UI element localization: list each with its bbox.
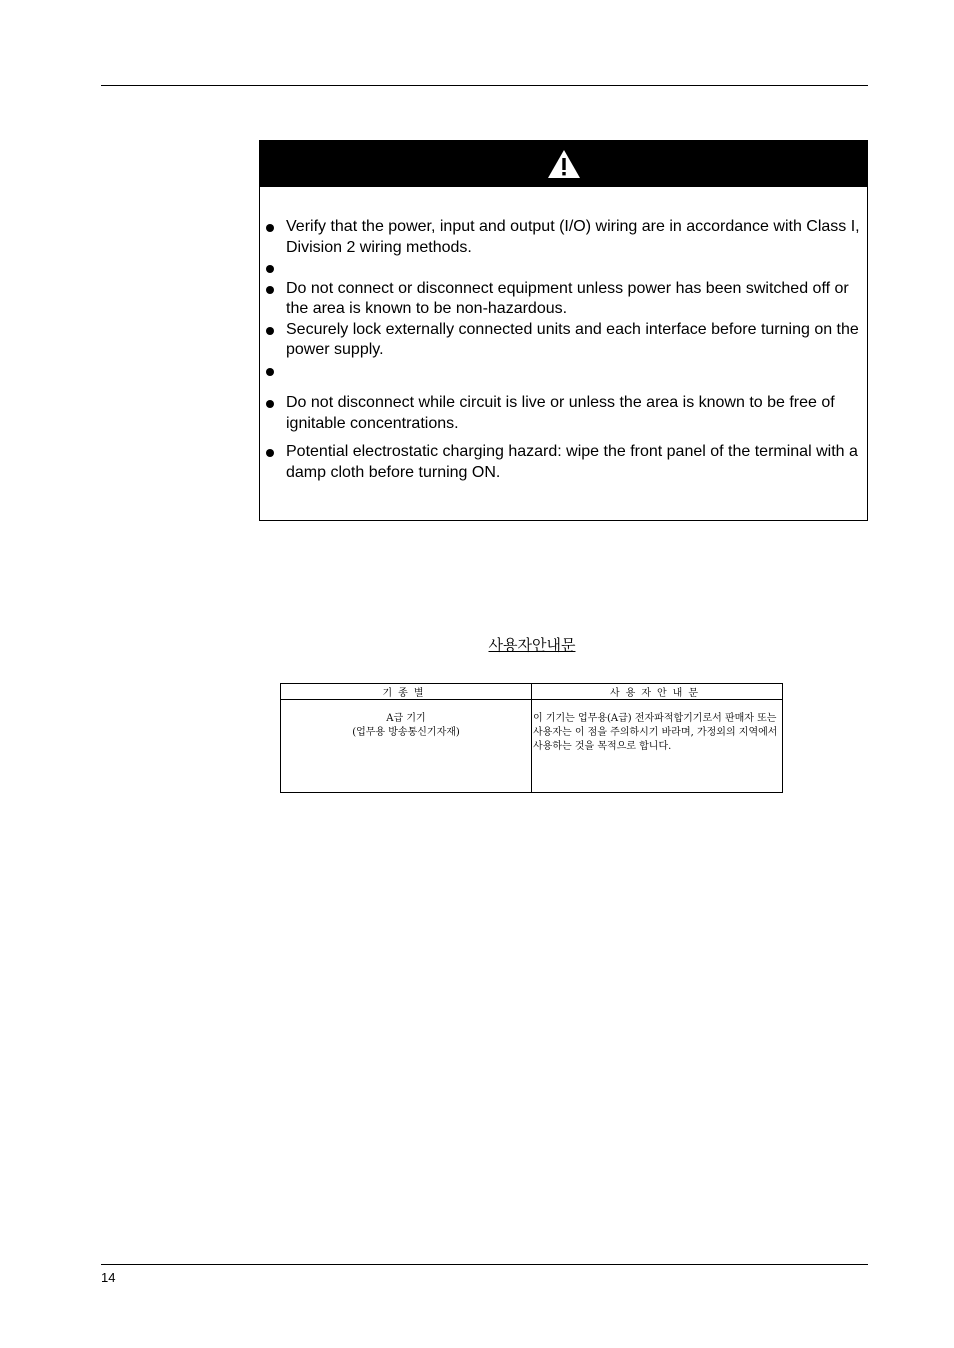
bullet-icon xyxy=(266,368,274,376)
warning-item xyxy=(260,258,867,279)
equipment-class-note: (업무용 방송통신기자재) xyxy=(352,727,460,738)
bullet-icon xyxy=(266,286,274,294)
equipment-class-cell xyxy=(281,700,532,793)
equipment-class: A급 기기 xyxy=(386,713,426,724)
warning-item xyxy=(260,442,867,483)
bullet-icon xyxy=(266,265,274,273)
page-number: 14 xyxy=(101,1270,116,1285)
warning-text: Verify that the power, input and output (I/O) wiring are in accordance with Class I, Division 2 wiring methods. xyxy=(286,218,860,256)
warning-list xyxy=(260,217,867,483)
user-notice-cell: 이 기기는 업무용(A급) 전자파적합기기로서 판매자 또는 사용자는 이 점을 주의하시기 바라며, 가정외의 지역에서 사용하는 것을 목적으로 합니다. xyxy=(532,700,783,793)
table-header-cell: 사용자안내문 xyxy=(532,684,783,700)
korean-notice-title: 사용자안내문 xyxy=(488,636,576,654)
footer-rule xyxy=(101,1264,868,1265)
table-header-row xyxy=(281,684,783,700)
header-rule xyxy=(101,85,868,86)
warning-box xyxy=(259,140,868,521)
korean-notice-table xyxy=(280,683,783,793)
warning-item xyxy=(260,393,867,434)
warning-header xyxy=(260,141,867,187)
warning-text: Potential electrostatic charging hazard: wipe the front panel of the terminal with a damp cloth before turning ON. xyxy=(286,443,858,481)
table-row xyxy=(281,700,783,793)
warning-item xyxy=(260,361,867,382)
warning-item xyxy=(260,217,867,258)
warning-text: Securely lock externally connected units and each interface before turning on the power supply. xyxy=(286,320,859,358)
warning-text: Do not disconnect while circuit is live or unless the area is known to be free of ignitable concentrations. xyxy=(286,394,835,432)
bullet-icon xyxy=(266,327,274,335)
bullet-icon xyxy=(266,449,274,457)
bullet-icon xyxy=(266,224,274,232)
table-header-cell: 기종별 xyxy=(281,684,532,700)
warning-text: Do not connect or disconnect equipment unless power has been switched off or the area is known to be non-hazardous. xyxy=(286,279,849,317)
warning-item xyxy=(260,320,867,361)
warning-item xyxy=(260,279,867,320)
warning-triangle-icon xyxy=(547,149,581,179)
bullet-icon xyxy=(266,400,274,408)
